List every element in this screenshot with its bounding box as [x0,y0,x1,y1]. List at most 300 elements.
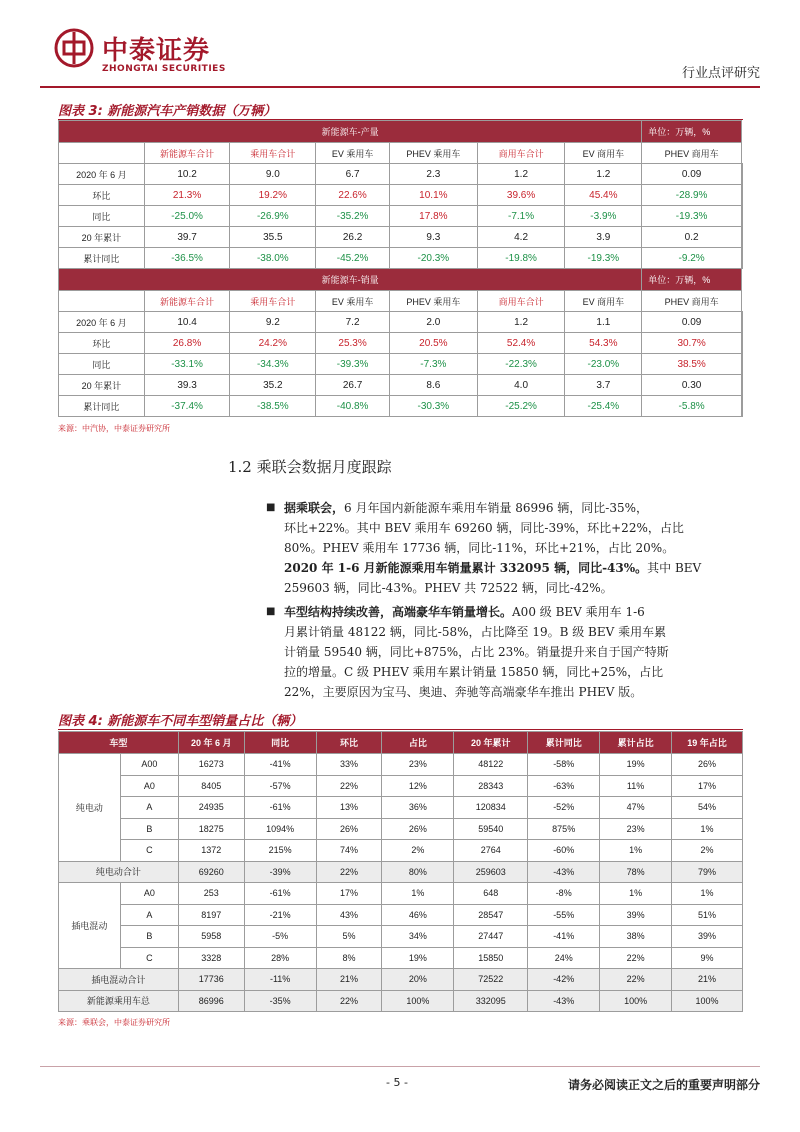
group-label: 插电混动 [59,883,121,969]
cell-value: 0.09 [642,164,742,185]
total-row [59,969,743,991]
plain-text: 月累计销量 48122 辆，同比-58%，占比降至 19。B 级 BEV 乘用车累 [284,625,667,639]
blank-cell [742,354,743,375]
column-header: EV 商用车 [565,291,642,312]
cell-value: 24% [528,947,600,969]
cell-value: 1% [672,818,743,840]
cell-value: 26% [672,754,743,776]
table-row [59,926,743,948]
cell-value: 52.4% [477,333,565,354]
column-header: 新能源车合计 [144,291,230,312]
column-header: 商用车合计 [477,291,565,312]
column-header: EV 乘用车 [316,143,390,164]
blank-cell [742,396,743,417]
cell-value: 100% [600,990,672,1012]
cell-value: -7.1% [477,206,565,227]
column-header: 乘用车合计 [230,291,316,312]
cell-value: 51% [672,904,743,926]
cell-value: 21% [672,969,743,991]
table-row [59,375,743,396]
plain-text: 6 月年国内新能源车乘用车销量 86996 辆，同比-35%， [344,501,648,515]
cell-value: 22.6% [316,185,390,206]
blank-cell [742,375,743,396]
row-label: 环比 [59,333,145,354]
cell-value: -21% [244,904,316,926]
cell-value: 33% [316,754,382,776]
cell-value: 38% [600,926,672,948]
cell-value: -23.0% [565,354,642,375]
class-label: A [120,797,178,819]
bold-text: 据乘联会， [284,501,345,515]
cell-value: 6.7 [316,164,390,185]
column-header: 占比 [382,732,454,754]
cell-value: -38.5% [230,396,316,417]
cell-value: -61% [244,883,316,905]
text-line [284,518,754,538]
figure3-table [58,120,743,417]
table-row [59,754,743,776]
cell-value: -35.2% [316,206,390,227]
cell-value: 19% [382,947,454,969]
cell-value: -20.3% [389,248,477,269]
cell-value: -57% [244,775,316,797]
cell-value: 17736 [178,969,244,991]
row-label: 累计同比 [59,248,145,269]
cell-value: 54.3% [565,333,642,354]
text-line [284,558,754,578]
row-label: 20 年累计 [59,375,145,396]
cell-value: 332095 [454,990,528,1012]
class-label: B [120,926,178,948]
cell-value: -28.9% [642,185,742,206]
cell-value: 253 [178,883,244,905]
cell-value: 11% [600,775,672,797]
cell-value: 22% [316,775,382,797]
cell-value: 8197 [178,904,244,926]
paragraph-model-structure [284,602,754,702]
cell-value: 259603 [454,861,528,883]
cell-value: 8% [316,947,382,969]
row-label: 同比 [59,354,145,375]
cell-value: 35.5 [230,227,316,248]
cell-value: 0.30 [642,375,742,396]
cell-value: -3.9% [565,206,642,227]
cell-value: -58% [528,754,600,776]
cell-value: 18275 [178,818,244,840]
cell-value: 21.3% [144,185,230,206]
blank-cell [742,248,743,269]
cell-value: 1094% [244,818,316,840]
table-row [59,312,743,333]
column-header: 环比 [316,732,382,754]
table-row [59,904,743,926]
band-row [59,121,743,143]
cell-value: 20% [382,969,454,991]
cell-value: -42% [528,969,600,991]
class-label: A [120,904,178,926]
table-row [59,840,743,862]
cell-value: 22% [600,969,672,991]
cell-value: 22% [316,990,382,1012]
cell-value: -19.8% [477,248,565,269]
report-type: 行业点评研究 [681,66,760,81]
column-header: 19 年占比 [672,732,743,754]
total-row [59,990,743,1012]
cell-value: -37.4% [144,396,230,417]
row-label: 2020 年 6 月 [59,164,145,185]
cell-value: -25.0% [144,206,230,227]
column-header: 20 年累计 [454,732,528,754]
cell-value: 28% [244,947,316,969]
cell-value: 86996 [178,990,244,1012]
cell-value: 0.09 [642,312,742,333]
cell-value: 28343 [454,775,528,797]
cell-value: -63% [528,775,600,797]
table-row [59,775,743,797]
cell-value: -30.3% [389,396,477,417]
cell-value: 9.0 [230,164,316,185]
cell-value: -41% [244,754,316,776]
cell-value: 215% [244,840,316,862]
cell-value: -39.3% [316,354,390,375]
cell-value: 17.8% [389,206,477,227]
class-label: C [120,947,178,969]
cell-value: -61% [244,797,316,819]
table-row [59,248,743,269]
table-row [59,883,743,905]
bullet-square-icon: ■ [266,606,276,617]
row-label: 累计同比 [59,396,145,417]
cell-value: 38.5% [642,354,742,375]
cell-value: 1% [672,883,743,905]
footer-divider [40,1066,760,1067]
cell-value: 1% [600,840,672,862]
cell-value: -5.8% [642,396,742,417]
cell-value: 21% [316,969,382,991]
cell-value: 48122 [454,754,528,776]
cell-value: 120834 [454,797,528,819]
cell-value: 100% [382,990,454,1012]
cell-value: 22% [316,861,382,883]
cell-value: -40.8% [316,396,390,417]
cell-value: 1% [382,883,454,905]
plain-text: A00 级 BEV 乘用车 1-6 [512,605,645,619]
text-line [284,538,754,558]
header-row [59,732,743,754]
disclaimer-text: 请务必阅读正文之后的重要声明部分 [567,1078,760,1092]
cell-value: 9% [672,947,743,969]
bold-text: 车型结构持续改善，高端豪华车销量增长。 [284,605,513,619]
text-line [284,662,754,682]
cell-value: 9.3 [389,227,477,248]
cell-value: -22.3% [477,354,565,375]
cell-value: 1.2 [565,164,642,185]
cell-value: 19% [600,754,672,776]
column-header: EV 商用车 [565,143,642,164]
cell-value: 9.2 [230,312,316,333]
cell-value: 3.9 [565,227,642,248]
cell-value: 80% [382,861,454,883]
column-header: 车型 [59,732,179,754]
table-row [59,227,743,248]
bold-text: 2020 年 1-6 月新能源乘用车销量累计 332095 辆，同比-43%。 [284,561,648,575]
cell-value: 13% [316,797,382,819]
cell-value: 0.2 [642,227,742,248]
column-header: 20 年 6 月 [178,732,244,754]
table-row [59,396,743,417]
text-line [284,622,754,642]
figure4-source: 来源：乘联会，中泰证券研究所 [58,1018,170,1027]
class-label: B [120,818,178,840]
table-row [59,164,743,185]
cell-value: -52% [528,797,600,819]
cell-value: -19.3% [642,206,742,227]
cell-value: 4.2 [477,227,565,248]
cell-value: 20.5% [389,333,477,354]
cell-value: -7.3% [389,354,477,375]
cell-value: 1.2 [477,164,565,185]
cell-value: 23% [382,754,454,776]
cell-value: 10.2 [144,164,230,185]
plain-text: 其中 BEV [647,561,702,575]
cell-value: 2764 [454,840,528,862]
cell-value: 26.7 [316,375,390,396]
table-row [59,354,743,375]
class-label: A0 [120,883,178,905]
cell-value: 79% [672,861,743,883]
blank-cell [742,312,743,333]
corner-cell [59,291,145,312]
cell-value: 8.6 [389,375,477,396]
cell-value: 39% [672,926,743,948]
cell-value: 72522 [454,969,528,991]
blank-cell [742,206,743,227]
cell-value: 54% [672,797,743,819]
cell-value: 74% [316,840,382,862]
row-label: 2020 年 6 月 [59,312,145,333]
plain-text: 22%，主要原因为宝马、奥迪、奔驰等高端豪华车推出 PHEV 版。 [284,685,643,699]
cell-value: -38.0% [230,248,316,269]
brand-name-en: ZHONGTAI SECURITIES [102,64,226,74]
paragraph-cpca-sales [284,498,754,598]
total-row [59,861,743,883]
text-line [284,682,754,702]
cell-value: 47% [600,797,672,819]
cell-value: 28547 [454,904,528,926]
column-header-row [59,291,743,312]
cell-value: 46% [382,904,454,926]
cell-value: 59540 [454,818,528,840]
figure4-title-rule [58,729,743,730]
cell-value: 23% [600,818,672,840]
cell-value: 22% [600,947,672,969]
cell-value: 10.1% [389,185,477,206]
section-title: 1.2 乘联会数据月度跟踪 [228,458,392,476]
cell-value: 2% [672,840,743,862]
row-label: 20 年累计 [59,227,145,248]
figure3-source: 来源：中汽协，中泰证券研究所 [58,424,170,433]
text-line [284,602,754,622]
total-label: 新能源乘用车总 [59,990,179,1012]
plain-text: 计销量 59540 辆，同比+875%，占比 23%。销量提升来自于国产特斯 [284,645,669,659]
cell-value: -39% [244,861,316,883]
cell-value: 1.1 [565,312,642,333]
cell-value: 19.2% [230,185,316,206]
cell-value: 39.3 [144,375,230,396]
table-row [59,797,743,819]
band-title: 新能源车-销量 [59,269,642,291]
cell-value: -34.3% [230,354,316,375]
figure4-title: 图表 4: 新能源车不同车型销量占比（辆） [58,714,303,729]
class-label: C [120,840,178,862]
cell-value: 24.2% [230,333,316,354]
column-header: PHEV 乘用车 [389,143,477,164]
cell-value: -41% [528,926,600,948]
cell-value: 3328 [178,947,244,969]
cell-value: 8405 [178,775,244,797]
column-header: 商用车合计 [477,143,565,164]
cell-value: -5% [244,926,316,948]
figure4-table [58,731,743,1012]
blank-cell [742,227,743,248]
column-header: PHEV 商用车 [642,143,742,164]
column-header: 累计占比 [600,732,672,754]
cell-value: -33.1% [144,354,230,375]
row-label: 同比 [59,206,145,227]
group-label: 纯电动 [59,754,121,862]
cell-value: 27447 [454,926,528,948]
cell-value: -9.2% [642,248,742,269]
cell-value: 15850 [454,947,528,969]
plain-text: 259603 辆，同比-43%。PHEV 共 72522 辆，同比-42%。 [284,581,613,595]
cell-value: -45.2% [316,248,390,269]
cell-value: 34% [382,926,454,948]
cell-value: 3.7 [565,375,642,396]
cell-value: 17% [672,775,743,797]
cell-value: 5% [316,926,382,948]
unit-label: 单位：万辆，% [642,121,742,143]
cell-value: -25.2% [477,396,565,417]
cell-value: 648 [454,883,528,905]
band-title: 新能源车-产量 [59,121,642,143]
text-line [284,578,754,598]
cell-value: 30.7% [642,333,742,354]
table-row [59,947,743,969]
cell-value: 25.3% [316,333,390,354]
cell-value: 45.4% [565,185,642,206]
cell-value: 39.6% [477,185,565,206]
column-header: 同比 [244,732,316,754]
page-header [40,28,760,88]
cell-value: 1372 [178,840,244,862]
cell-value: 36% [382,797,454,819]
plain-text: 80%。PHEV 乘用车 17736 辆，同比-11%，环比+21%，占比 20%。 [284,541,675,555]
column-header: EV 乘用车 [316,291,390,312]
cell-value: 10.4 [144,312,230,333]
cell-value: -8% [528,883,600,905]
cell-value: 4.0 [477,375,565,396]
cell-value: 26% [316,818,382,840]
blank-cell [742,333,743,354]
cell-value: 26.8% [144,333,230,354]
cell-value: 16273 [178,754,244,776]
total-label: 插电混动合计 [59,969,179,991]
column-header: 新能源车合计 [144,143,230,164]
plain-text: 拉的增量。C 级 PHEV 乘用车累计销量 15850 辆，同比+25%，占比 [284,665,664,679]
cell-value: 1% [600,883,672,905]
cell-value: 78% [600,861,672,883]
cell-value: 17% [316,883,382,905]
cell-value: 5958 [178,926,244,948]
column-header-row [59,143,743,164]
cell-value: 12% [382,775,454,797]
cell-value: 43% [316,904,382,926]
unit-label: 单位：万辆，% [642,269,742,291]
cell-value: -35% [244,990,316,1012]
brand-name-cn: 中泰证券 [102,36,211,66]
row-label: 环比 [59,185,145,206]
cell-value: -60% [528,840,600,862]
cell-value: 7.2 [316,312,390,333]
blank-cell [742,164,743,185]
cell-value: 1.2 [477,312,565,333]
cell-value: 100% [672,990,743,1012]
table-row [59,333,743,354]
cell-value: 26% [382,818,454,840]
cell-value: 26.2 [316,227,390,248]
column-header: 累计同比 [528,732,600,754]
cell-value: 2% [382,840,454,862]
column-header: PHEV 商用车 [642,291,742,312]
bullet-square-icon: ■ [266,502,276,513]
cell-value: -25.4% [565,396,642,417]
cell-value: -19.3% [565,248,642,269]
cell-value: 2.3 [389,164,477,185]
table-row [59,206,743,227]
figure3-title: 图表 3: 新能源汽车产销数据（万辆） [58,104,277,119]
cell-value: 2.0 [389,312,477,333]
cell-value: -36.5% [144,248,230,269]
cell-value: 39% [600,904,672,926]
band-row [59,269,743,291]
cell-value: -55% [528,904,600,926]
total-label: 纯电动合计 [59,861,179,883]
class-label: A00 [120,754,178,776]
cell-value: -43% [528,990,600,1012]
cell-value: 39.7 [144,227,230,248]
text-line [284,642,754,662]
page-number: - 5 - [386,1076,408,1089]
column-header: PHEV 乘用车 [389,291,477,312]
corner-cell [59,143,145,164]
cell-value: -26.9% [230,206,316,227]
cell-value: -43% [528,861,600,883]
blank-cell [742,185,743,206]
cell-value: 24935 [178,797,244,819]
plain-text: 环比+22%。其中 BEV 乘用车 69260 辆，同比-39%，环比+22%，占比 [284,521,684,535]
column-header: 乘用车合计 [230,143,316,164]
cell-value: -11% [244,969,316,991]
cell-value: 875% [528,818,600,840]
header-divider [40,86,760,88]
cell-value: 69260 [178,861,244,883]
cell-value: 35.2 [230,375,316,396]
text-line [284,498,754,518]
table-row [59,185,743,206]
zhongtai-logo-icon [54,28,94,68]
class-label: A0 [120,775,178,797]
table-row [59,818,743,840]
